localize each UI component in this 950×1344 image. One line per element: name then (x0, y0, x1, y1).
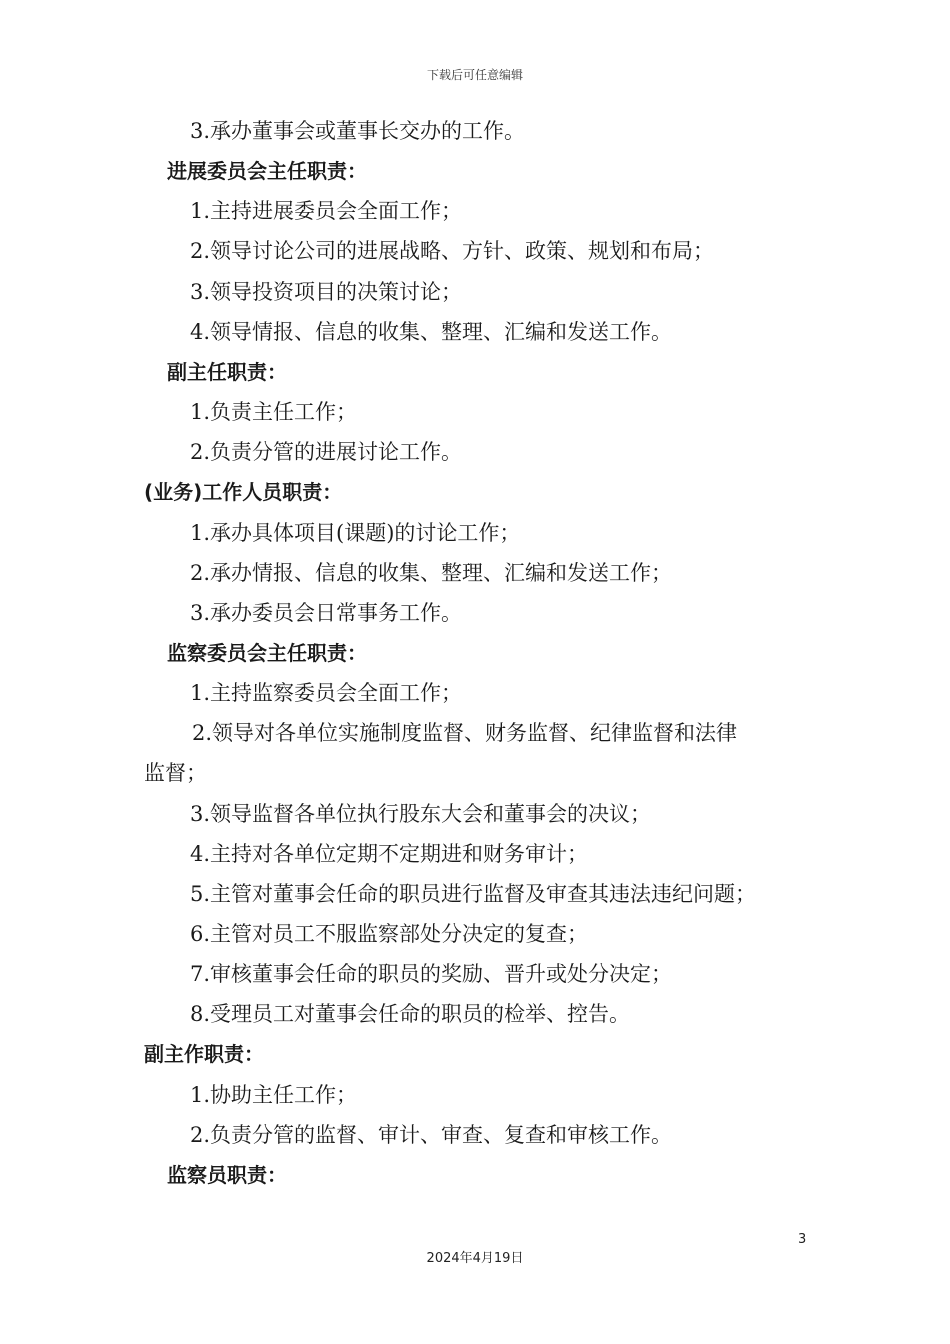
section-heading: 副主任职责： (167, 359, 287, 384)
section-heading: 进展委员会主任职责： (167, 159, 367, 184)
list-item: 2.承办情报、信息的收集、整理、汇编和发送工作； (190, 560, 673, 585)
list-item: 6.主管对员工不服监察部处分决定的复查； (190, 922, 589, 946)
list-item: 3.承办委员会日常事务工作。 (190, 600, 463, 625)
header-note: 下载后可任意编辑 (426, 68, 523, 82)
list-item: 1.主持监察委员会全面工作； (190, 681, 463, 706)
list-item: 2.负责分管的监督、审计、审查、复查和审核工作。 (190, 1122, 673, 1147)
list-item: 5.主管对董事会任命的职员进行监督及审查其违法违纪问题； (190, 881, 757, 906)
footer-date: 2024年4月19日 (426, 1251, 524, 1266)
list-item: 3.承办董事会或董事长交办的工作。 (190, 119, 526, 143)
list-item: 1.主持进展委员会全面工作； (190, 199, 463, 224)
text-line-continuation: 监督； (144, 761, 207, 786)
list-item: 4.主持对各单位定期不定期进和财务审计； (190, 841, 589, 866)
list-item: 1.负责主任工作； (190, 400, 358, 425)
section-heading: (业务)工作人员职责： (144, 480, 343, 505)
list-item: 1.承办具体项目(课题)的讨论工作； (190, 520, 521, 545)
list-item: 3.领导监督各单位执行股东大会和董事会的决议； (190, 801, 652, 826)
list-item: 4.领导情报、信息的收集、整理、汇编和发送工作。 (190, 319, 673, 344)
section-heading: 副主作职责： (144, 1042, 264, 1067)
list-item: 2.领导对各单位实施制度监督、财务监督、纪律监督和法律 (192, 721, 738, 746)
section-heading: 监察委员会主任职责： (167, 640, 367, 665)
section-heading: 监察员职责： (167, 1162, 287, 1187)
list-item: 1.协助主任工作； (190, 1082, 358, 1107)
list-item: 8.受理员工对董事会任命的职员的检举、控告。 (190, 1002, 631, 1027)
list-item: 7.审核董事会任命的职员的奖励、晋升或处分决定； (190, 962, 673, 987)
list-item: 3.领导投资项目的决策讨论； (190, 279, 463, 304)
list-item: 2.负责分管的进展讨论工作。 (190, 440, 463, 465)
page-number: 3 (798, 1232, 807, 1247)
list-item: 2.领导讨论公司的进展战略、方针、政策、规划和布局； (190, 239, 715, 264)
